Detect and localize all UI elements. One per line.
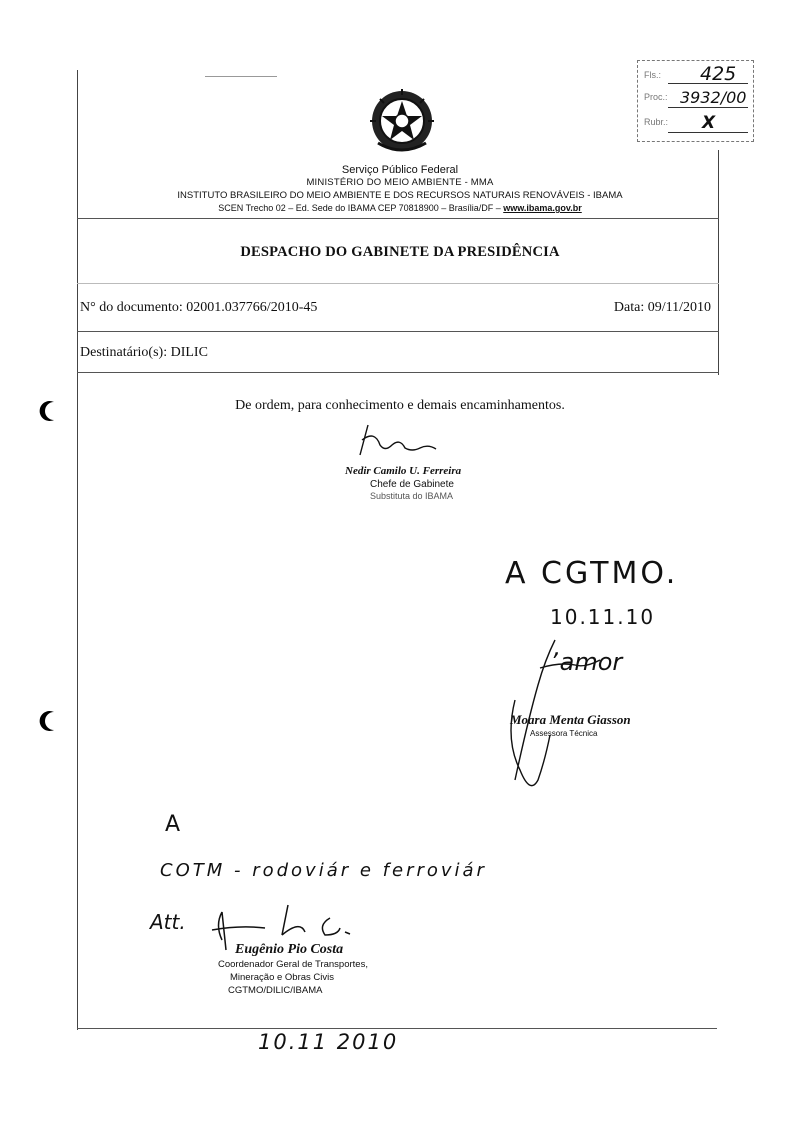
signature3-role-3: CGTMO/DILIC/IBAMA bbox=[228, 985, 323, 996]
brazil-coat-of-arms-icon bbox=[368, 87, 436, 155]
stamp-proc-line bbox=[668, 107, 748, 108]
website-link[interactable]: www.ibama.gov.br bbox=[503, 203, 582, 213]
header-address-text: SCEN Trecho 02 – Ed. Sede do IBAMA CEP 70818900 – Brasília/DF – bbox=[218, 203, 504, 213]
signature2-name: Moara Menta Giasson bbox=[510, 712, 631, 727]
header-divider bbox=[77, 218, 719, 219]
signature3-date: 10.11 2010 bbox=[258, 1030, 399, 1054]
handwritten-att: Att. bbox=[150, 910, 186, 934]
stamp-fls-label: Fls.: bbox=[644, 70, 661, 80]
handwritten-routing-note: COTM - rodoviár e ferroviár bbox=[160, 860, 487, 881]
header-ministry: MINISTÉRIO DO MEIO AMBIENTE - MMA bbox=[306, 177, 494, 188]
signature3-role-1: Coordenador Geral de Transportes, bbox=[218, 959, 368, 970]
top-small-line bbox=[205, 76, 277, 77]
stamp-proc-value: 3932/00 bbox=[680, 88, 747, 107]
frame-left-border bbox=[77, 70, 78, 1030]
signature1-role-sub: Substituta do IBAMA bbox=[370, 491, 454, 501]
stamp-rubr-label: Rubr.: bbox=[644, 117, 669, 127]
signature1-role: Chefe de Gabinete bbox=[370, 479, 454, 490]
stamp-proc-label: Proc.: bbox=[644, 92, 668, 102]
document-title: DESPACHO DO GABINETE DA PRESIDÊNCIA bbox=[240, 244, 560, 260]
signature2-role: Assessora Técnica bbox=[530, 729, 598, 738]
handwritten-forward-note: A CGTMO. bbox=[505, 556, 679, 591]
signature1-name: Nedir Camilo U. Ferreira bbox=[345, 465, 462, 477]
recipient-divider bbox=[77, 372, 719, 373]
protocol-stamp bbox=[637, 60, 754, 142]
signature2-handwriting: ʼamor bbox=[552, 648, 623, 676]
stamp-rubr-value: X bbox=[702, 113, 716, 133]
document-date: Data: 09/11/2010 bbox=[613, 300, 711, 315]
header-service: Serviço Público Federal bbox=[341, 164, 459, 176]
punch-hole-mark-bottom bbox=[38, 710, 60, 732]
handwritten-a: A bbox=[165, 812, 181, 837]
punch-hole-mark-top bbox=[38, 400, 60, 422]
stamp-fls-value: 425 bbox=[700, 63, 737, 85]
document-body: De ordem, para conhecimento e demais encaminhamentos. bbox=[235, 398, 565, 413]
signature3-role-2: Mineração e Obras Civis bbox=[230, 972, 335, 983]
header-institute: INSTITUTO BRASILEIRO DO MEIO AMBIENTE E DOS RECURSOS NATURAIS RENOVÁVEIS - IBAMA bbox=[177, 190, 623, 201]
footer-divider bbox=[77, 1028, 717, 1029]
docnum-divider bbox=[77, 331, 719, 332]
document-recipients: Destinatário(s): DILIC bbox=[80, 345, 208, 360]
document-number: N° do documento: 02001.037766/2010-45 bbox=[80, 300, 318, 315]
title-divider bbox=[77, 283, 719, 284]
header-address bbox=[80, 203, 720, 213]
handwritten-forward-date: 10.11.10 bbox=[550, 605, 656, 629]
signature3-name: Eugênio Pio Costa bbox=[235, 942, 344, 957]
